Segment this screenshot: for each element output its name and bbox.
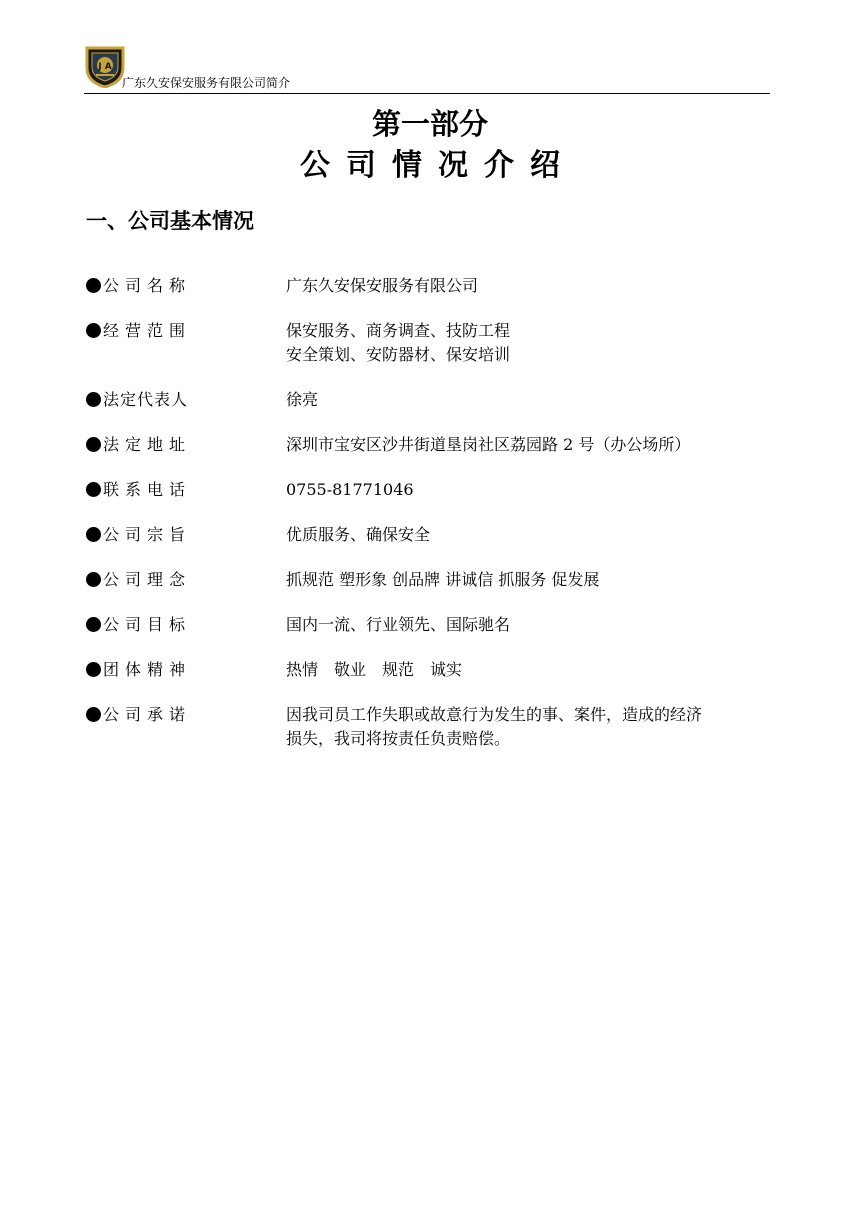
bullet-icon xyxy=(86,527,101,542)
info-value: 深圳市宝安区沙井街道垦岗社区荔园路 2 号（办公场所） xyxy=(286,435,691,454)
info-label: 公司承诺 xyxy=(86,703,276,727)
info-row-legal-representative xyxy=(86,388,766,412)
header-title: 广东久安保安服务有限公司简介 xyxy=(122,76,291,90)
info-row-legal-address xyxy=(86,433,766,457)
info-label: 经营范围 xyxy=(86,319,276,343)
info-row-team-spirit xyxy=(86,658,766,682)
info-value: 热情 敬业 规范 诚实 xyxy=(286,660,463,679)
bullet-icon xyxy=(86,617,101,632)
bullet-icon xyxy=(86,707,101,722)
info-label: 公司名称 xyxy=(86,274,276,298)
info-label: 联系电话 xyxy=(86,478,276,502)
bullet-icon xyxy=(86,482,101,497)
info-value: 抓规范 塑形象 创品牌 讲诚信 抓服务 促发展 xyxy=(286,570,600,589)
bullet-icon xyxy=(86,572,101,587)
info-row-company-name xyxy=(86,274,766,298)
bullet-icon xyxy=(86,392,101,407)
info-row-phone xyxy=(86,478,766,502)
info-label: 公司理念 xyxy=(86,568,276,592)
info-row-purpose xyxy=(86,523,766,547)
bullet-icon xyxy=(86,662,101,677)
info-label: 团体精神 xyxy=(86,658,276,682)
info-value: 因我司员工作失职或故意行为发生的事、案件，造成的经济 损失，我司将按责任负责赔偿。 xyxy=(286,705,703,748)
company-info-list xyxy=(86,274,766,772)
info-label: 公司宗旨 xyxy=(86,523,276,547)
info-value: 国内一流、行业领先、国际驰名 xyxy=(286,615,511,634)
info-row-commitment xyxy=(86,703,766,751)
info-row-goal xyxy=(86,613,766,637)
bullet-icon xyxy=(86,278,101,293)
info-value: 0755-81771046 xyxy=(286,480,414,499)
info-row-business-scope xyxy=(86,319,766,367)
info-value: 广东久安保安服务有限公司 xyxy=(286,276,479,295)
info-value: 保安服务、商务调查、技防工程 安全策划、安防器材、保安培训 xyxy=(286,321,511,364)
section-heading: 一、公司基本情况 xyxy=(86,209,254,233)
info-label: 法定地址 xyxy=(86,433,276,457)
info-label: 公司目标 xyxy=(86,613,276,637)
header-divider xyxy=(84,93,770,94)
bullet-icon xyxy=(86,437,101,452)
logo-lettering: J A xyxy=(98,62,112,72)
info-value: 优质服务、确保安全 xyxy=(286,525,431,544)
company-logo xyxy=(84,44,126,88)
bullet-icon xyxy=(86,323,101,338)
info-row-philosophy xyxy=(86,568,766,592)
page-header xyxy=(84,44,770,96)
info-label: 法定代表人 xyxy=(86,388,276,412)
section-title: 公司情况介绍 xyxy=(300,148,576,183)
info-value: 徐亮 xyxy=(286,390,319,409)
part-title: 第一部分 xyxy=(371,107,488,141)
